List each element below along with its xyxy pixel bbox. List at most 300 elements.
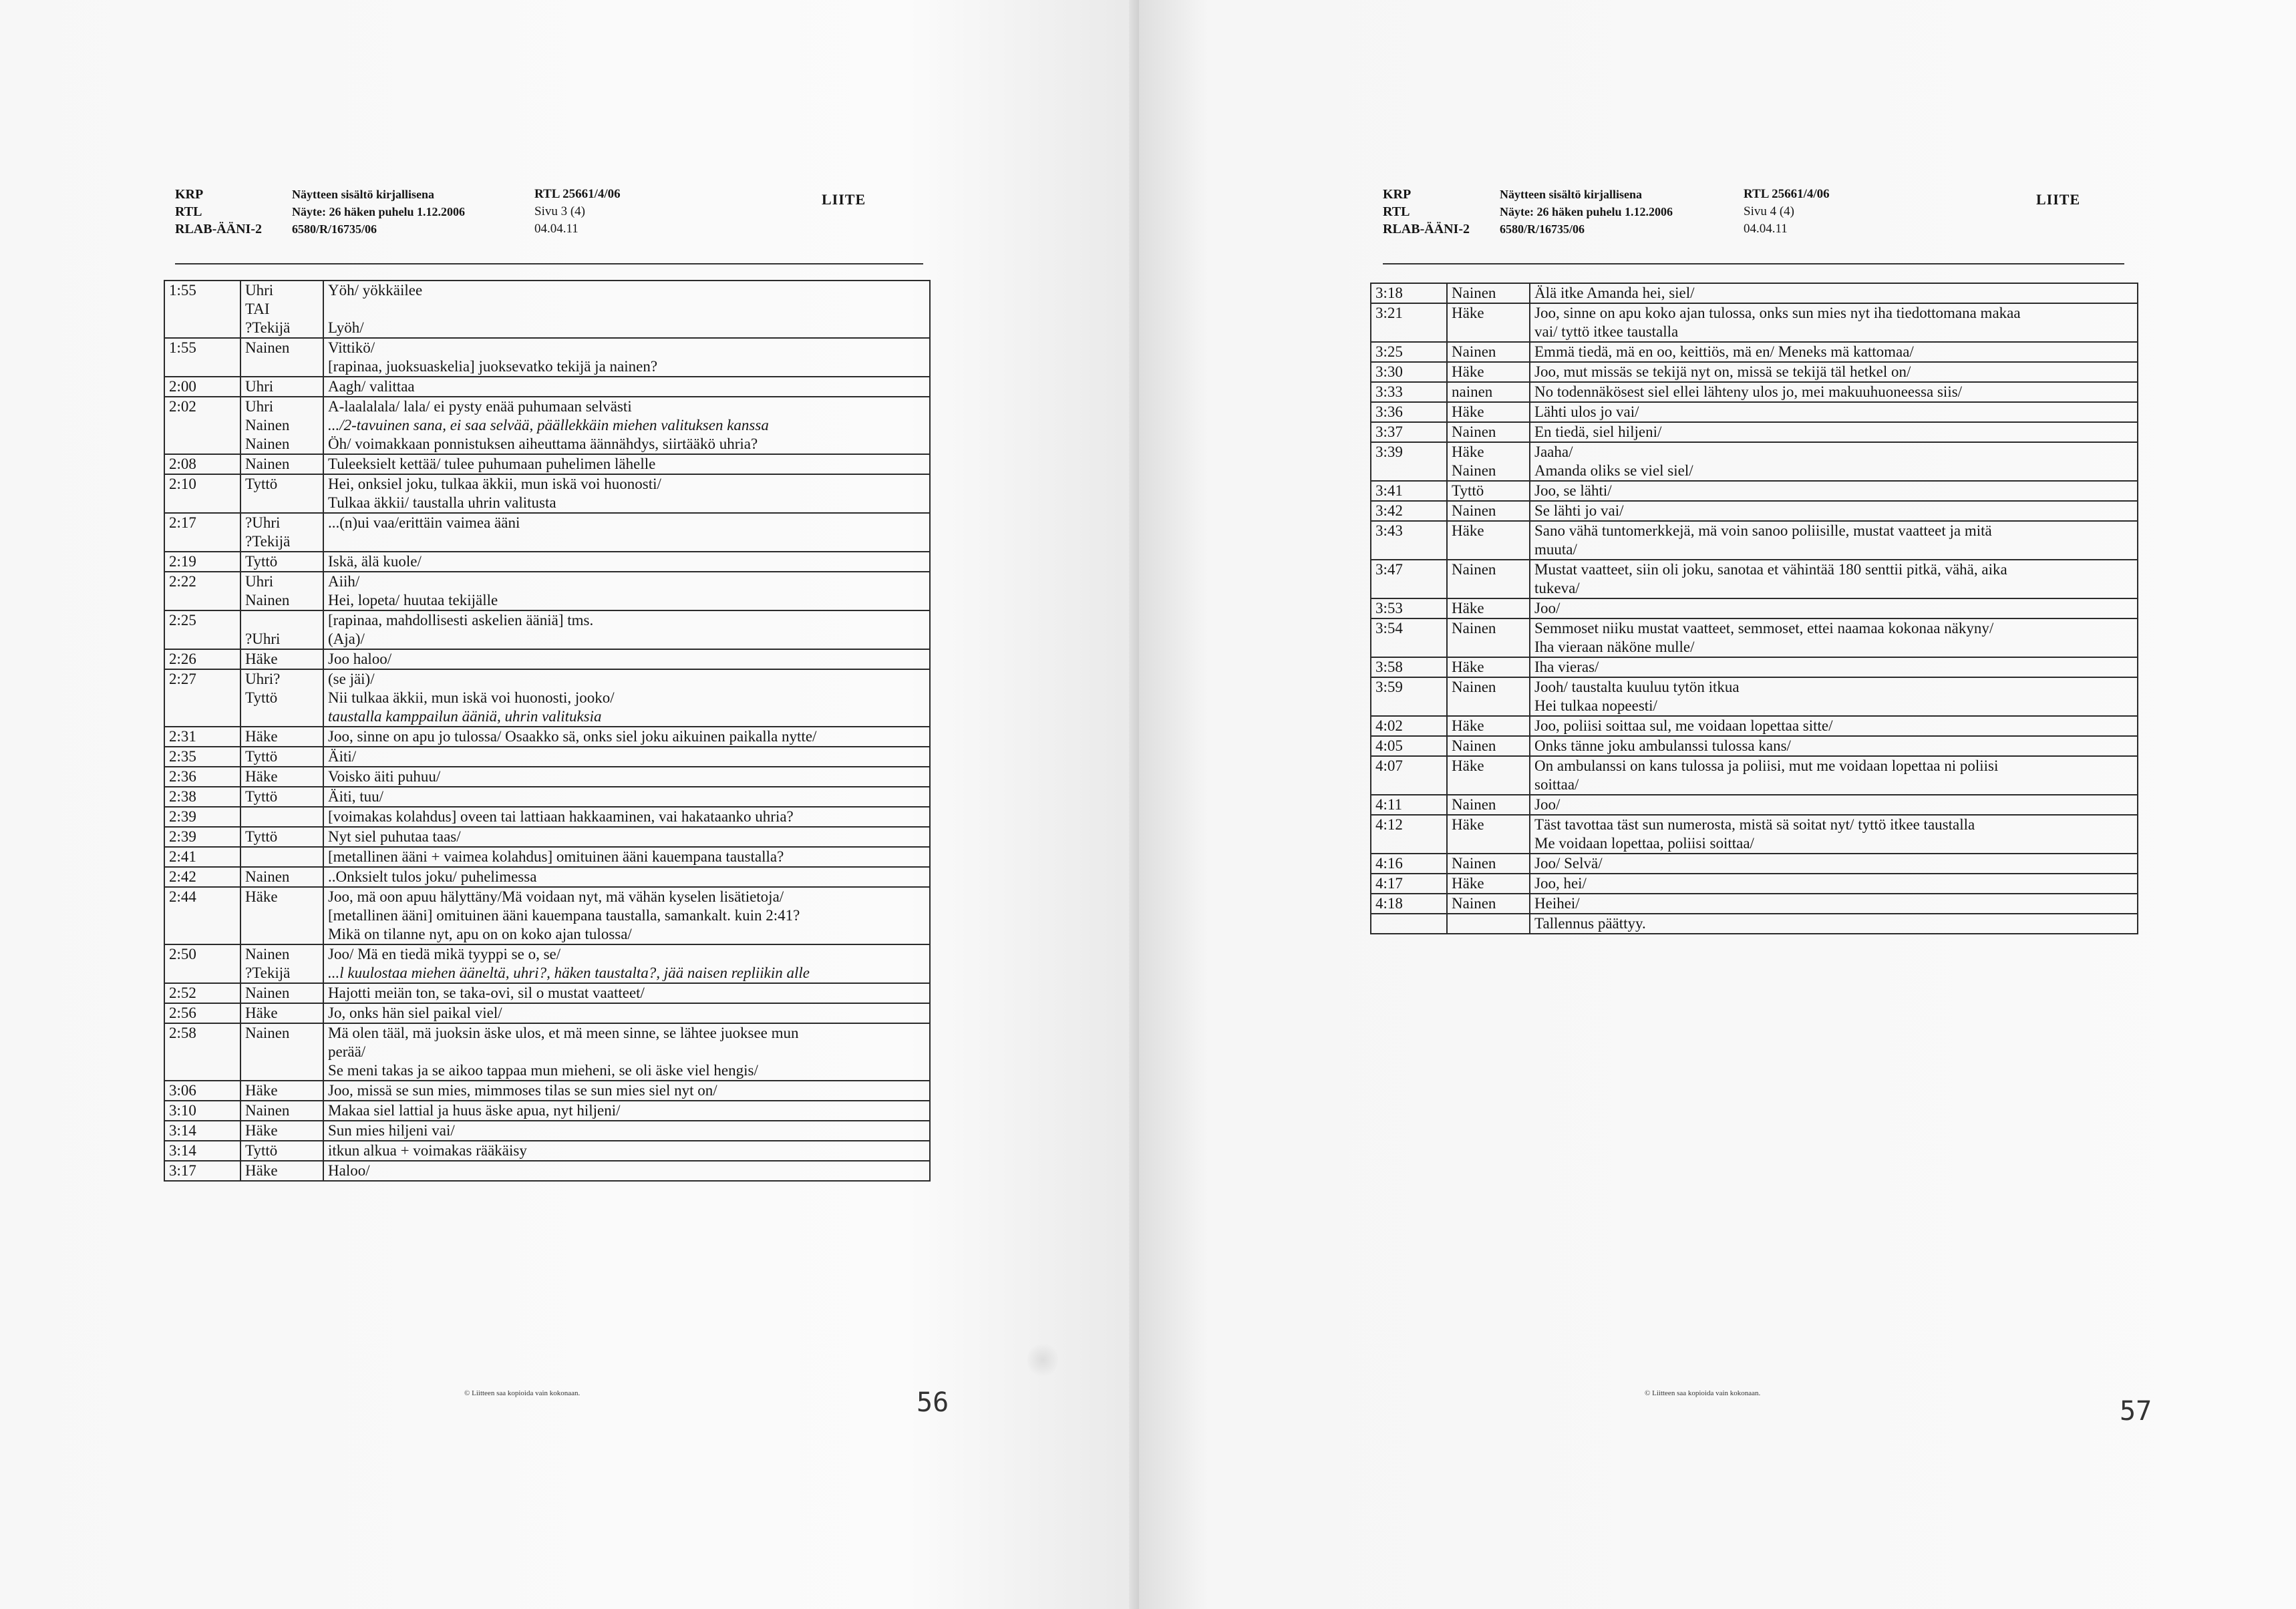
speaker-name: ?Tekijä [245, 319, 291, 336]
transcript-row [164, 669, 930, 727]
speaker-name: Nainen [1452, 895, 1496, 912]
timestamp-cell: 3:06 [164, 1081, 240, 1101]
speaker-name: Nainen [245, 1025, 290, 1041]
speaker-name: Häke [245, 1162, 278, 1179]
transcript-row [164, 572, 930, 610]
speaker-name: Häke [245, 888, 278, 905]
transcript-row [164, 649, 930, 669]
speaker-name: Nainen [245, 868, 290, 885]
timestamp-cell: 2:44 [164, 887, 240, 944]
utterance-cell [323, 807, 930, 827]
utterance-cell [1530, 402, 2138, 422]
speaker-cell [1447, 362, 1530, 382]
utterance-line: Joo/ [1534, 796, 1561, 813]
transcript-row [164, 887, 930, 944]
timestamp-cell: 3:54 [1371, 618, 1447, 657]
speaker-name: Häke [1452, 659, 1484, 675]
timestamp-cell: 3:30 [1371, 362, 1447, 382]
utterance-line: Joo, sinne on apu jo tulossa/ Osaakko sä, onks siel joku aikuinen paikalla nytte/ [328, 728, 817, 745]
speaker-name: Nainen [245, 456, 290, 472]
speaker-name: ?Uhri [245, 514, 281, 531]
utterance-line: Joo, missä se sun mies, mimmoses tilas se sun mies siel nyt on/ [328, 1082, 717, 1099]
speaker-name: Häke [1452, 816, 1484, 833]
transcript-row [1371, 362, 2138, 382]
timestamp-cell: 3:18 [1371, 283, 1447, 303]
utterance-cell [1530, 795, 2138, 815]
page-number: 57 [2120, 1396, 2152, 1427]
timestamp-cell: 3:10 [164, 1101, 240, 1121]
speaker-cell [1447, 560, 1530, 598]
header-meta-line: Näyte: 26 häken puhelu 1.12.2006 [1500, 205, 1673, 218]
utterance-line: Iha vieras/ [1534, 659, 1599, 675]
speaker-name: Uhri [245, 573, 274, 590]
transcript-row [164, 1023, 930, 1081]
timestamp-cell: 2:17 [164, 513, 240, 552]
utterance-line: Tuleeksielt kettää/ tulee puhumaan puhelimen lähelle [328, 456, 656, 472]
utterance-cell [323, 1141, 930, 1161]
transcript-row [164, 281, 930, 338]
speaker-name: Nainen [1452, 737, 1496, 754]
transcript-row [1371, 442, 2138, 481]
speaker-cell [240, 377, 323, 397]
utterance-line: Joo, hei/ [1534, 875, 1587, 892]
transcript-row [1371, 598, 2138, 618]
transcript-row [1371, 481, 2138, 501]
utterance-line: tukeva/ [1534, 580, 1580, 596]
speaker-name: Häke [245, 651, 278, 667]
utterance-line: Nyt siel puhutaa taas/ [328, 828, 461, 845]
speaker-cell [1447, 736, 1530, 756]
speaker-name: Nainen [245, 592, 290, 608]
footer-note: © Liitteen saa kopioida vain kokonaan. [464, 1389, 581, 1397]
utterance-cell [1530, 874, 2138, 894]
transcript-row [1371, 501, 2138, 521]
speaker-name: Häke [245, 728, 278, 745]
speaker-cell [1447, 342, 1530, 362]
utterance-line: Joo/ Selvä/ [1534, 855, 1603, 872]
header-label: LIITE [2036, 191, 2081, 208]
timestamp-cell: 2:08 [164, 454, 240, 474]
header-meta-line: 6580/R/16735/06 [1500, 222, 1585, 236]
utterance-line: On ambulanssi on kans tulossa ja poliisi, mut me voidaan lopettaa ni poliisi [1534, 757, 1999, 774]
speaker-cell [240, 747, 323, 767]
transcript-row [1371, 283, 2138, 303]
utterance-cell [323, 983, 930, 1003]
utterance-cell [323, 867, 930, 887]
speaker-cell [240, 454, 323, 474]
speaker-cell [240, 552, 323, 572]
speaker-cell [1447, 521, 1530, 560]
utterance-cell [323, 281, 930, 338]
header-meta [292, 186, 465, 238]
transcript-row [164, 847, 930, 867]
utterance-line: Se meni takas ja se aikoo tappaa mun mieheni, se oli äske viel hengis/ [328, 1062, 758, 1079]
timestamp-cell: 2:35 [164, 747, 240, 767]
speaker-cell [1447, 874, 1530, 894]
utterance-cell [323, 787, 930, 807]
speaker-name: ?Tekijä [245, 964, 291, 981]
speaker-cell [240, 787, 323, 807]
utterance-cell [323, 1101, 930, 1121]
right-page-header [1383, 186, 2118, 246]
utterance-cell [323, 847, 930, 867]
transcript-row [164, 727, 930, 747]
utterance-cell [1530, 560, 2138, 598]
utterance-line: Jo, onks hän siel paikal viel/ [328, 1005, 502, 1021]
speaker-name: Nainen [1452, 620, 1496, 637]
timestamp-cell: 2:52 [164, 983, 240, 1003]
utterance-line: [metallinen ääni] omituinen ääni kauempana taustalla, samankalt. kuin 2:41? [328, 907, 800, 924]
speaker-name: Uhri [245, 378, 274, 395]
utterance-cell [323, 669, 930, 727]
utterance-cell [323, 1161, 930, 1181]
speaker-name: Nainen [1452, 285, 1496, 301]
header-label: LIITE [822, 191, 866, 208]
utterance-line: [rapinaa, mahdollisesti askelien ääniä] tms. [328, 612, 594, 629]
transcript-row [164, 1003, 930, 1023]
utterance-cell [1530, 382, 2138, 402]
header-divider [1383, 263, 2124, 264]
utterance-line: [rapinaa, juoksuaskelia] juoksevatko tekijä ja nainen? [328, 358, 658, 375]
speaker-name [245, 808, 319, 826]
utterance-cell [323, 572, 930, 610]
transcript-row [1371, 657, 2138, 677]
speaker-cell [1447, 422, 1530, 442]
header-org [1383, 186, 1470, 238]
header-divider [175, 263, 923, 264]
footer-note: © Liitteen saa kopioida vain kokonaan. [1645, 1389, 1761, 1397]
utterance-line: Tallennus päättyy. [1534, 915, 1646, 932]
speaker-cell [240, 338, 323, 377]
header-org-line: KRP [1383, 187, 1412, 202]
speaker-name: Häke [1452, 363, 1484, 380]
utterance-line: Mustat vaatteet, siin oli joku, sanotaa et vähintää 180 senttii pitkä, vähä, aika [1534, 561, 2007, 578]
utterance-line: Tulkaa äkkii/ taustalla uhrin valitusta [328, 494, 556, 511]
timestamp-cell: 3:21 [1371, 303, 1447, 342]
utterance-cell [323, 944, 930, 983]
utterance-cell [1530, 481, 2138, 501]
header-ref [1744, 186, 1830, 238]
timestamp-cell: 1:55 [164, 338, 240, 377]
timestamp-cell: 3:14 [164, 1141, 240, 1161]
utterance-line: Se lähti jo vai/ [1534, 502, 1624, 519]
speaker-cell [1447, 795, 1530, 815]
utterance-cell [1530, 894, 2138, 914]
utterance-line: Joo/ [1534, 600, 1561, 616]
utterance-line: No todennäkösest siel ellei lähteny ulos jo, mei makuuhuoneessa siis/ [1534, 383, 1963, 400]
utterance-line [328, 532, 925, 551]
speaker-name: Nainen [245, 435, 290, 452]
transcript-row [1371, 560, 2138, 598]
utterance-line: Joo, poliisi soittaa sul, me voidaan lopettaa sitte/ [1534, 717, 1833, 734]
speaker-cell [240, 1141, 323, 1161]
left-page-header [175, 186, 910, 246]
utterance-cell [1530, 442, 2138, 481]
speaker-cell [240, 281, 323, 338]
timestamp-cell: 4:16 [1371, 854, 1447, 874]
speaker-name: Nainen [1452, 855, 1496, 872]
timestamp-cell: 4:18 [1371, 894, 1447, 914]
utterance-line: Makaa siel lattial ja huus äske apua, nyt hiljeni/ [328, 1102, 621, 1119]
header-org [175, 186, 262, 238]
utterance-line: Hei, lopeta/ huutaa tekijälle [328, 592, 498, 608]
utterance-line: Sano vähä tuntomerkkejä, mä voin sanoo poliisille, mustat vaatteet ja mitä [1534, 522, 1992, 539]
utterance-line: Joo/ Mä en tiedä mikä tyyppi se o, se/ [328, 946, 561, 962]
speaker-cell [240, 1081, 323, 1101]
speaker-cell [240, 727, 323, 747]
right-page [1139, 0, 2296, 1609]
speaker-name: Nainen [245, 985, 290, 1001]
speaker-cell [240, 397, 323, 454]
utterance-cell [323, 767, 930, 787]
utterance-cell [323, 827, 930, 847]
utterance-line: Emmä tiedä, mä en oo, keittiös, mä en/ Meneks mä kattomaa/ [1534, 343, 1914, 360]
transcript-row [164, 1081, 930, 1101]
utterance-cell [1530, 756, 2138, 795]
header-meta-line: Näytteen sisältö kirjallisena [292, 188, 434, 201]
transcript-row [1371, 874, 2138, 894]
speaker-name [1452, 914, 1525, 933]
speaker-name: TAI [245, 301, 270, 317]
utterance-cell [1530, 677, 2138, 716]
speaker-cell [240, 1161, 323, 1181]
transcript-row [1371, 716, 2138, 736]
utterance-line: Aagh/ valittaa [328, 378, 415, 395]
speaker-name: Uhri [245, 282, 274, 299]
utterance-cell [323, 610, 930, 649]
transcript-row [1371, 303, 2138, 342]
utterance-cell [323, 338, 930, 377]
speaker-name: Tyttö [245, 1142, 278, 1159]
utterance-line: taustalla kamppailun ääniä, uhrin valituksia [328, 708, 602, 725]
transcript-row [1371, 382, 2138, 402]
utterance-line: ..Onksielt tulos joku/ puhelimessa [328, 868, 537, 885]
timestamp-cell: 2:42 [164, 867, 240, 887]
timestamp-cell: 2:27 [164, 669, 240, 727]
timestamp-cell: 3:47 [1371, 560, 1447, 598]
header-org-line: RLAB-ÄÄNI-2 [175, 222, 262, 236]
utterance-cell [323, 397, 930, 454]
speaker-name: Tyttö [245, 748, 278, 765]
utterance-cell [323, 887, 930, 944]
speaker-cell [240, 1121, 323, 1141]
speaker-cell [240, 649, 323, 669]
header-org-line: RTL [175, 204, 202, 219]
speaker-name [245, 611, 319, 630]
speaker-name: Häke [1452, 600, 1484, 616]
utterance-line: Älä itke Amanda hei, siel/ [1534, 285, 1695, 301]
timestamp-cell: 2:25 [164, 610, 240, 649]
utterance-cell [323, 552, 930, 572]
utterance-line: Sun mies hiljeni vai/ [328, 1122, 455, 1139]
speaker-name: Häke [1452, 875, 1484, 892]
utterance-line: Hei, onksiel joku, tulkaa äkkii, mun iskä voi huonosti/ [328, 476, 661, 492]
utterance-line: Äiti, tuu/ [328, 788, 384, 805]
utterance-cell [1530, 736, 2138, 756]
speaker-name: Häke [245, 1005, 278, 1021]
speaker-cell [240, 1003, 323, 1023]
speaker-cell [240, 1101, 323, 1121]
speaker-cell [1447, 657, 1530, 677]
timestamp-cell: 2:36 [164, 767, 240, 787]
utterance-line: Nii tulkaa äkkii, mun iskä voi huonosti, jooko/ [328, 689, 615, 706]
utterance-cell [1530, 618, 2138, 657]
timestamp-cell: 2:02 [164, 397, 240, 454]
timestamp-cell: 2:58 [164, 1023, 240, 1081]
utterance-cell [1530, 422, 2138, 442]
speaker-cell [240, 887, 323, 944]
speaker-name: Nainen [1452, 343, 1496, 360]
speaker-cell [1447, 756, 1530, 795]
utterance-cell [323, 1023, 930, 1081]
speaker-cell [1447, 501, 1530, 521]
utterance-line: Haloo/ [328, 1162, 370, 1179]
speaker-name: Tyttö [245, 689, 278, 706]
speaker-name: Nainen [245, 417, 290, 433]
timestamp-cell: 1:55 [164, 281, 240, 338]
speaker-name: Nainen [245, 946, 290, 962]
speaker-cell [240, 767, 323, 787]
speaker-cell [1447, 914, 1530, 934]
utterance-line: Jooh/ taustalta kuuluu tytön itkua [1534, 679, 1740, 695]
transcript-row [1371, 854, 2138, 874]
header-meta-line: 6580/R/16735/06 [292, 222, 377, 236]
speaker-name: Häke [245, 1082, 278, 1099]
speaker-cell [240, 983, 323, 1003]
utterance-line: Lyöh/ [328, 319, 364, 336]
speaker-cell [240, 1023, 323, 1081]
header-ref-line: RTL 25661/4/06 [1744, 187, 1830, 201]
header-meta-line: Näytteen sisältö kirjallisena [1500, 188, 1642, 201]
transcript-row [164, 1161, 930, 1181]
speaker-name: Nainen [1452, 561, 1496, 578]
speaker-cell [1447, 402, 1530, 422]
utterance-line: Heihei/ [1534, 895, 1580, 912]
speaker-cell [1447, 283, 1530, 303]
speaker-name: Nainen [1452, 796, 1496, 813]
utterance-line: Joo, sinne on apu koko ajan tulossa, onks sun mies nyt iha tiedottomana makaa [1534, 305, 2021, 321]
speaker-name: Häke [245, 768, 278, 785]
transcript-row [164, 827, 930, 847]
utterance-line: Täst tavottaa täst sun numerosta, mistä sä soitat nyt/ tyttö itkee taustalla [1534, 816, 1975, 833]
speaker-cell [1447, 815, 1530, 854]
speaker-name: Uhri [245, 398, 274, 415]
utterance-line: Joo, mut missäs se tekijä nyt on, missä se tekijä täl hetkel on/ [1534, 363, 1911, 380]
timestamp-cell: 4:02 [1371, 716, 1447, 736]
speaker-cell [240, 572, 323, 610]
speaker-cell [1447, 303, 1530, 342]
timestamp-cell: 3:41 [1371, 481, 1447, 501]
timestamp-cell: 2:31 [164, 727, 240, 747]
header-org-line: KRP [175, 187, 204, 202]
timestamp-cell: 3:25 [1371, 342, 1447, 362]
speaker-cell [240, 827, 323, 847]
utterance-line: Hajotti meiän ton, se taka-ovi, sil o mustat vaatteet/ [328, 985, 645, 1001]
speaker-name: nainen [1452, 383, 1493, 400]
timestamp-cell: 2:50 [164, 944, 240, 983]
left-page [0, 0, 1136, 1609]
speaker-name: Nainen [1452, 462, 1496, 479]
transcript-row [1371, 894, 2138, 914]
timestamp-cell: 3:42 [1371, 501, 1447, 521]
transcript-row [164, 867, 930, 887]
utterance-line: Joo, se lähti/ [1534, 482, 1612, 499]
speaker-name: Tyttö [245, 788, 278, 805]
transcript-row [1371, 422, 2138, 442]
speaker-cell [240, 944, 323, 983]
speaker-cell [1447, 598, 1530, 618]
header-meta-line: Näyte: 26 häken puhelu 1.12.2006 [292, 205, 466, 218]
speaker-cell [1447, 677, 1530, 716]
utterance-cell [1530, 716, 2138, 736]
speaker-name: Häke [1452, 443, 1484, 460]
speaker-name: Tyttö [245, 553, 278, 570]
speaker-cell [240, 847, 323, 867]
speaker-name: Häke [1452, 305, 1484, 321]
utterance-line: Vittikö/ [328, 339, 375, 356]
speaker-cell [240, 669, 323, 727]
utterance-cell [323, 1003, 930, 1023]
timestamp-cell [1371, 914, 1447, 934]
transcript-row [1371, 677, 2138, 716]
speaker-cell [240, 807, 323, 827]
timestamp-cell: 2:00 [164, 377, 240, 397]
utterance-line: itkun alkua + voimakas rääkäisy [328, 1142, 527, 1159]
transcript-table [1370, 283, 2138, 934]
transcript-row [164, 397, 930, 454]
timestamp-cell: 3:33 [1371, 382, 1447, 402]
utterance-cell [1530, 362, 2138, 382]
utterance-line: (Aja)/ [328, 631, 365, 647]
utterance-cell [323, 1121, 930, 1141]
utterance-line: Semmoset niiku mustat vaatteet, semmoset, ettei naamaa kokonaa näkyny/ [1534, 620, 1994, 637]
utterance-line: soittaa/ [1534, 776, 1579, 793]
utterance-cell [323, 1081, 930, 1101]
speaker-name: Nainen [1452, 502, 1496, 519]
timestamp-cell: 4:17 [1371, 874, 1447, 894]
transcript-row [1371, 342, 2138, 362]
utterance-cell [1530, 342, 2138, 362]
utterance-line: Mä olen tääl, mä juoksin äske ulos, et mä meen sinne, se lähtee juoksee mun [328, 1025, 799, 1041]
timestamp-cell: 4:11 [1371, 795, 1447, 815]
utterance-cell [323, 513, 930, 552]
speaker-cell [240, 610, 323, 649]
speaker-cell [1447, 716, 1530, 736]
timestamp-cell: 3:43 [1371, 521, 1447, 560]
utterance-cell [1530, 501, 2138, 521]
transcript-row [164, 474, 930, 513]
speaker-name: Nainen [245, 1102, 290, 1119]
transcript-row [164, 944, 930, 983]
speaker-name: Nainen [1452, 423, 1496, 440]
utterance-line: .../2-tavuinen sana, ei saa selvää, päällekkäin miehen valituksen kanssa [328, 417, 769, 433]
header-org-line: RTL [1383, 204, 1410, 219]
speaker-name: Tyttö [245, 476, 278, 492]
speaker-name: Uhri? [245, 671, 281, 687]
speaker-name: Nainen [245, 339, 290, 356]
transcript-row [164, 513, 930, 552]
header-org-line: RLAB-ÄÄNI-2 [1383, 222, 1470, 236]
timestamp-cell: 2:41 [164, 847, 240, 867]
transcript-row [1371, 402, 2138, 422]
utterance-line: Joo, mä oon apuu hälyttäny/Mä voidaan nyt, mä vähän kyselen lisätietoja/ [328, 888, 784, 905]
utterance-cell [1530, 657, 2138, 677]
speaker-cell [1447, 854, 1530, 874]
speaker-cell [1447, 382, 1530, 402]
speaker-cell [240, 474, 323, 513]
speaker-name: Häke [1452, 403, 1484, 420]
transcript-row [1371, 736, 2138, 756]
